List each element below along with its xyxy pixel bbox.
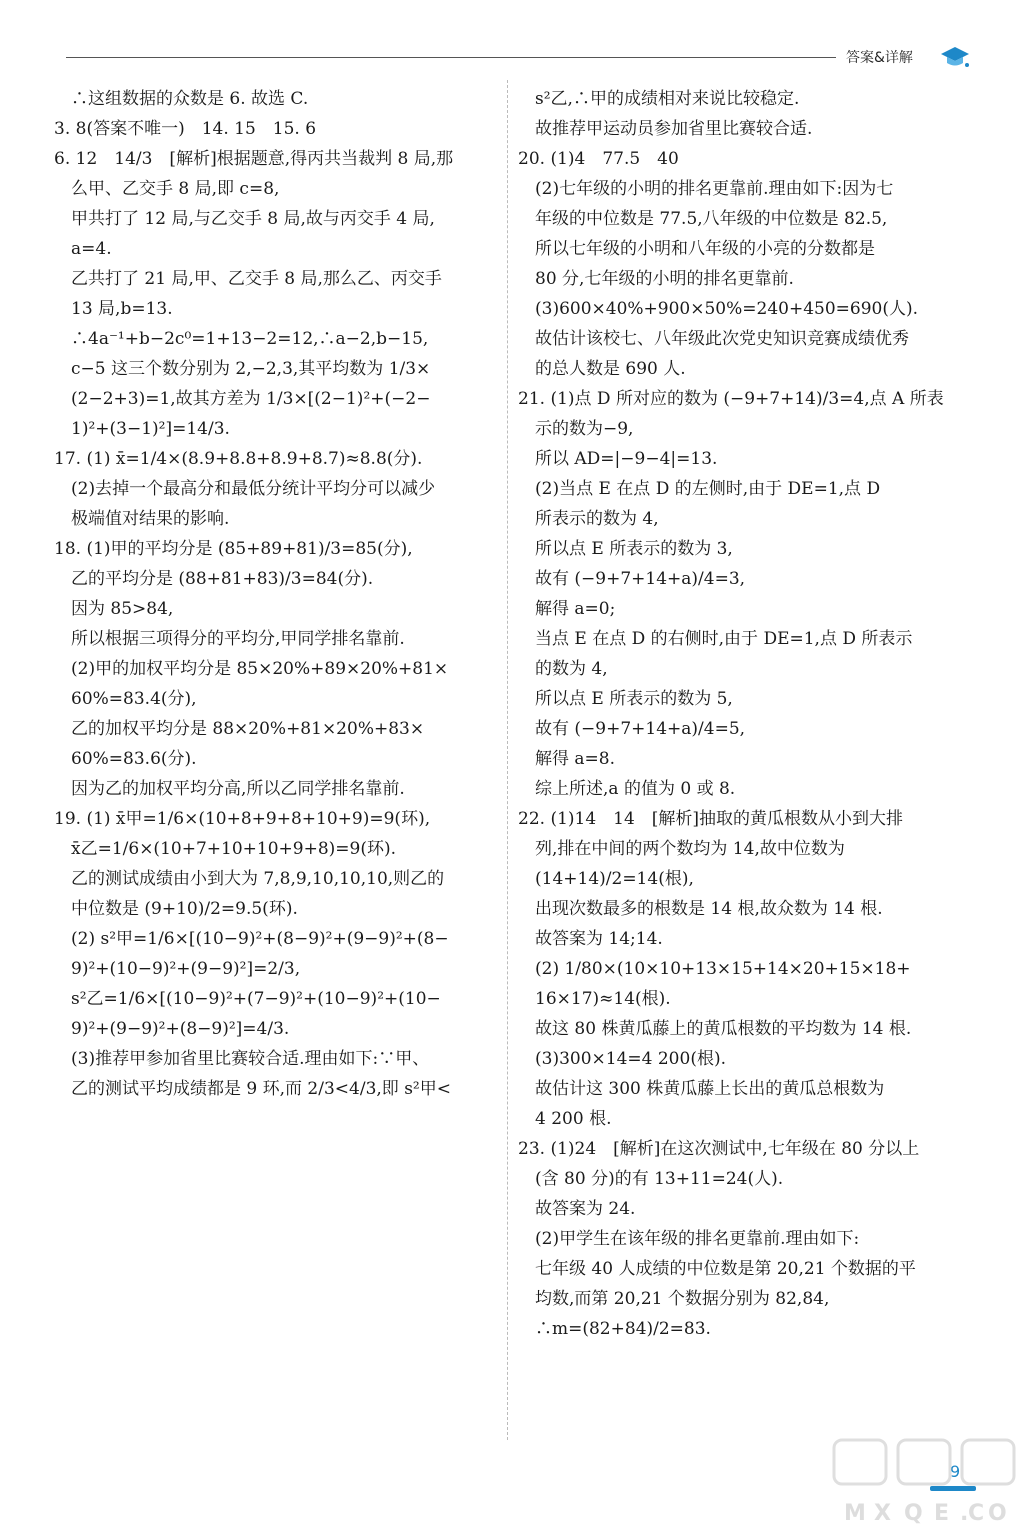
text-line: (14+14)/2=14(根),	[518, 869, 694, 889]
text-line: 乙的测试平均成绩都是 9 环,而 2/3<4/3,即 s²甲<	[54, 1079, 451, 1099]
text-line: 20. (1)4 77.5 40	[518, 149, 679, 169]
text-line: 均数,而第 20,21 个数据分别为 82,84,	[518, 1289, 830, 1309]
text-line: 的数为 4,	[518, 659, 608, 679]
text-line: ∴4a⁻¹+b−2c⁰=1+13−2=12,∴a−2,b−15,	[54, 329, 429, 349]
svg-text:O: O	[988, 1501, 1007, 1526]
svg-text:X: X	[874, 1501, 891, 1526]
text-line: (2) s²甲=1/6×[(10−9)²+(8−9)²+(9−9)²+(8−	[54, 929, 449, 949]
text-line: 极端值对结果的影响.	[54, 509, 230, 529]
text-line: 所表示的数为 4,	[518, 509, 659, 529]
text-line: ∴m=(82+84)/2=83.	[518, 1319, 711, 1339]
text-line: 16×17)≈14(根).	[518, 989, 671, 1009]
graduation-cap-icon	[940, 44, 970, 70]
text-line: 乙的平均分是 (88+81+83)/3=84(分).	[54, 569, 374, 589]
text-line: 乙共打了 21 局,甲、乙交手 8 局,那么乙、丙交手	[54, 269, 442, 289]
text-line: 解得 a=8.	[518, 749, 616, 769]
text-line: 示的数为−9,	[518, 419, 634, 439]
text-line: 的总人数是 690 人.	[518, 359, 686, 379]
text-line: (2−2+3)=1,故其方差为 1/3×[(2−1)²+(−2−	[54, 389, 431, 409]
text-line: 故有 (−9+7+14+a)/4=5,	[518, 719, 746, 739]
text-line: x̄乙=1/6×(10+7+10+10+9+8)=9(环).	[54, 839, 396, 859]
header-label: 答案&详解	[846, 50, 913, 66]
text-line: 60%=83.6(分).	[54, 749, 197, 769]
text-line: 出现次数最多的根数是 14 根,故众数为 14 根.	[518, 899, 883, 919]
text-line: (3)300×14=4 200(根).	[518, 1049, 726, 1069]
text-line: 中位数是 (9+10)/2=9.5(环).	[54, 899, 298, 919]
text-line: a=4.	[54, 239, 112, 259]
right-column	[518, 84, 970, 1344]
text-line: (2)甲学生在该年级的排名更靠前.理由如下:	[518, 1229, 860, 1249]
text-line: 故答案为 24.	[518, 1199, 636, 1219]
text-line: 所以根据三项得分的平均分,甲同学排名靠前.	[54, 629, 405, 649]
svg-text:.: .	[960, 1501, 969, 1526]
text-line: 9)²+(9−9)²+(8−9)²]=4/3.	[54, 1019, 290, 1039]
text-line: 3. 8(答案不唯一) 14. 15 15. 6	[54, 119, 317, 139]
text-line: (3)推荐甲参加省里比赛较合适.理由如下:∵甲、	[54, 1049, 430, 1069]
text-line: 所以点 E 所表示的数为 5,	[518, 689, 733, 709]
text-line: 综上所述,a 的值为 0 或 8.	[518, 779, 736, 799]
text-line: 年级的中位数是 77.5,八年级的中位数是 82.5,	[518, 209, 888, 229]
text-line: 么甲、乙交手 8 局,即 c=8,	[54, 179, 280, 199]
text-line: (2)当点 E 在点 D 的左侧时,由于 DE=1,点 D	[518, 479, 881, 499]
text-line: 故这 80 株黄瓜藤上的黄瓜根数的平均数为 14 根.	[518, 1019, 912, 1039]
text-line: 故答案为 14;14.	[518, 929, 663, 949]
svg-text:E: E	[934, 1501, 950, 1526]
text-line: 列,排在中间的两个数均为 14,故中位数为	[518, 839, 845, 859]
column-divider	[507, 80, 508, 1440]
svg-text:Q: Q	[904, 1501, 923, 1526]
text-line: ∴这组数据的众数是 6. 故选 C.	[54, 89, 309, 109]
text-line: 解得 a=0;	[518, 599, 616, 619]
svg-text:M: M	[844, 1501, 866, 1526]
text-line: 故有 (−9+7+14+a)/4=3,	[518, 569, 746, 589]
text-line: 22. (1)14 14 [解析]抽取的黄瓜根数从小到大排	[518, 809, 904, 829]
text-line: 七年级 40 人成绩的中位数是第 20,21 个数据的平	[518, 1259, 916, 1279]
text-line: 因为 85>84,	[54, 599, 174, 619]
text-line: 当点 E 在点 D 的右侧时,由于 DE=1,点 D 所表示	[518, 629, 913, 649]
text-line: s²乙=1/6×[(10−9)²+(7−9)²+(10−9)²+(10−	[54, 989, 441, 1009]
text-line: (2)去掉一个最高分和最低分统计平均分可以减少	[54, 479, 436, 499]
text-line: c−5 这三个数分别为 2,−2,3,其平均数为 1/3×	[54, 359, 431, 379]
text-line: 故推荐甲运动员参加省里比赛较合适.	[518, 119, 813, 139]
text-line: 故估计该校七、八年级此次党史知识竞赛成绩优秀	[518, 329, 909, 349]
page-number: 9	[950, 1462, 961, 1481]
header-rule	[66, 57, 836, 58]
text-line: 所以 AD=|−9−4|=13.	[518, 449, 718, 469]
text-line: (2)甲的加权平均分是 85×20%+89×20%+81×	[54, 659, 449, 679]
text-line: 4 200 根.	[518, 1109, 612, 1129]
left-column	[54, 84, 494, 1104]
text-line: (3)600×40%+900×50%=240+450=690(人).	[518, 299, 919, 319]
text-line: 60%=83.4(分),	[54, 689, 197, 709]
text-line: (2)七年级的小明的排名更靠前.理由如下:因为七	[518, 179, 894, 199]
text-line: 9)²+(10−9)²+(9−9)²]=2/3,	[54, 959, 301, 979]
text-line: 21. (1)点 D 所对应的数为 (−9+7+14)/3=4,点 A 所表	[518, 389, 944, 409]
text-line: 19. (1) x̄甲=1/6×(10+8+9+8+10+9)=9(环),	[54, 809, 431, 829]
text-line: (2) 1/80×(10×10+13×15+14×20+15×18+	[518, 959, 911, 979]
text-line: 80 分,七年级的小明的排名更靠前.	[518, 269, 794, 289]
svg-text:C: C	[968, 1501, 985, 1526]
text-line: (含 80 分)的有 13+11=24(人).	[518, 1169, 784, 1189]
text-line: 18. (1)甲的平均分是 (85+89+81)/3=85(分),	[54, 539, 413, 559]
text-line: 乙的测试成绩由小到大为 7,8,9,10,10,10,则乙的	[54, 869, 445, 889]
text-line: 所以点 E 所表示的数为 3,	[518, 539, 733, 559]
text-line: 17. (1) x̄=1/4×(8.9+8.8+8.9+8.7)≈8.8(分).	[54, 449, 423, 469]
text-line: 因为乙的加权平均分高,所以乙同学排名靠前.	[54, 779, 405, 799]
text-line: 1)²+(3−1)²]=14/3.	[54, 419, 230, 439]
text-line: 23. (1)24 [解析]在这次测试中,七年级在 80 分以上	[518, 1139, 920, 1159]
text-line: 13 局,b=13.	[54, 299, 173, 319]
text-line: 乙的加权平均分是 88×20%+81×20%+83×	[54, 719, 425, 739]
text-line: s²乙,∴甲的成绩相对来说比较稳定.	[518, 89, 800, 109]
watermark-stamp-icon	[826, 1432, 1022, 1530]
text-line: 所以七年级的小明和八年级的小亮的分数都是	[518, 239, 875, 259]
text-line: 6. 12 14/3 [解析]根据题意,得丙共当裁判 8 局,那	[54, 149, 454, 169]
text-line: 甲共打了 12 局,与乙交手 8 局,故与丙交手 4 局,	[54, 209, 435, 229]
text-line: 故估计这 300 株黄瓜藤上长出的黄瓜总根数为	[518, 1079, 885, 1099]
